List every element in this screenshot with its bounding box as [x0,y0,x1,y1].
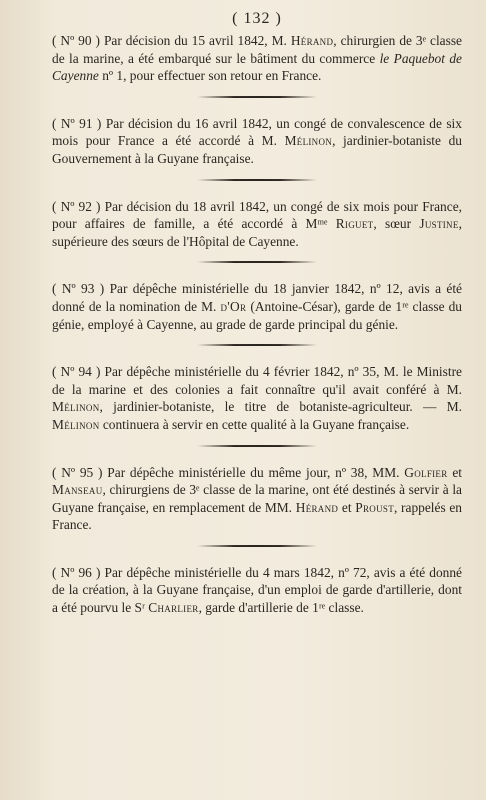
separator-rule [52,335,462,355]
entry-number: ( Nº 91 ) [52,115,102,131]
entry-number: ( Nº 96 ) [52,564,101,580]
person-name: Justine [419,216,459,232]
separator-rule [52,87,462,107]
person-name: Mélinon [52,399,100,415]
separator-rule [52,170,462,190]
separator-rule [52,252,462,272]
person-name: Manseau [52,482,103,498]
person-name: Mélinon [52,416,100,432]
person-name: Golfier [404,464,448,480]
entry-number: ( Nº 90 ) [52,33,100,48]
entry-number: ( Nº 94 ) [52,364,101,380]
separator-rule [52,436,462,456]
person-name: d'Or [220,298,247,314]
entry-94: ( Nº 94 ) Par dépêche ministérielle du 4 février 1842, nº 35, M. le Ministre de la marine et des colonies a fait connaître qu'il avait conféré à M. Mélinon, jardinier-botaniste, le titre de botaniste-agriculteur. — M. Mélinon continuera à servir en cette qualité à la Guyane française. [52,364,462,432]
person-name: Mélinon [284,133,333,149]
person-name: Hérand [295,499,339,515]
ship-name: le Paquebot de Cayenne [52,50,462,84]
person-name: Riguet [335,216,374,232]
entry-91: ( Nº 91 ) Par décision du 16 avril 1842, un congé de convalescence de six mois pour France a été accordé à M. Mélinon, jardinier-botaniste du Gouvernement à la Guyane française. [52,115,462,166]
separator-rule [52,536,462,556]
entry-93: ( Nº 93 ) Par dépêche ministérielle du 18 janvier 1842, nº 12, avis a été donné de la nomination de M. d'Or (Antoine-César), garde de 1ʳᵉ classe du génie, employé à Cayenne, au grade de garde principal du génie. [52,281,462,332]
entry-92: ( Nº 92 ) Par décision du 18 avril 1842, un congé de six mois pour France, pour affaires de famille, a été accordé à Mᵐᵉ Riguet, sœur Justine, supérieure des sœurs de l'Hôpital de Cayenne. [52,198,462,249]
entry-number: ( Nº 93 ) [52,281,105,297]
entry-number: ( Nº 95 ) [52,464,103,480]
person-name: Proust [355,499,395,515]
person-name: Hérand [290,33,334,48]
entry-95: ( Nº 95 ) Par dépêche ministérielle du même jour, nº 38, MM. Golfier et Manseau, chirurgiens de 3ᵉ classe de la marine, ont été destinés à servir à la Guyane française, en remplacement de MM. Hérand et Proust, rappelés en France. [52,464,462,533]
page-number: ( 132 ) [232,10,282,27]
person-name: Charlier [148,600,199,616]
entry-96: ( Nº 96 ) Par dépêche ministérielle du 4 mars 1842, nº 72, avis a été donné de la création, à la Guyane française, d'un emploi de garde d'artillerie, dont a été pourvu le Sʳ Charlier, garde d'artillerie de 1ʳᵉ classe. [52,564,462,616]
entry-number: ( Nº 92 ) [52,198,101,214]
entry-90: ( Nº 90 ) Par décision du 15 avril 1842, M. Hérand, chirurgien de 3ᵉ classe de la marine, a été embarqué sur le bâtiment du commerce le Paquebot de Cayenne nº 1, pour effectuer son retour en France. [52,33,462,84]
